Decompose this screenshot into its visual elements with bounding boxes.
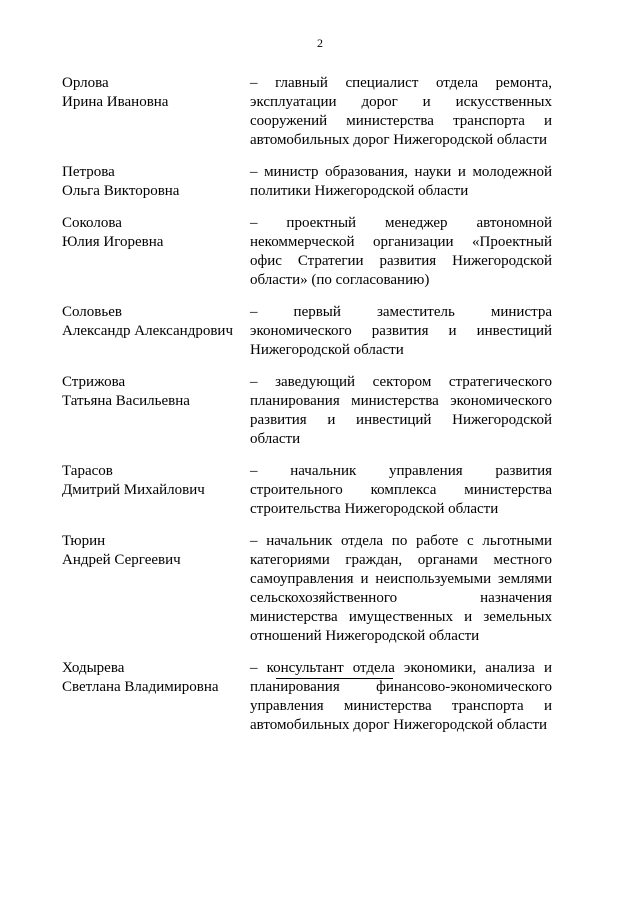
member-name [62, 659, 250, 735]
member-given-names: Александр Александрович [62, 323, 233, 339]
member-role: – проектный менеджер автономной некоммерческой организации «Проектный офис Стратегии развития Нижегородской области» (по согласованию) [250, 215, 552, 288]
member-role: – консультант отдела экономики, анализа и планирования финансово-экономического управления министерства транспорта и автомобильных дорог Нижегородской области [250, 660, 552, 733]
member-surname: Ходырева [62, 660, 125, 676]
member-list [62, 74, 552, 748]
member-given-names: Ирина Ивановна [62, 94, 169, 110]
member-given-names: Дмитрий Михайлович [62, 482, 205, 498]
member-given-names: Татьяна Васильевна [62, 393, 190, 409]
member-name [62, 303, 250, 360]
member-entry-petrova [62, 163, 552, 201]
member-name [62, 214, 250, 290]
member-surname: Соловьев [62, 304, 122, 320]
member-surname: Соколова [62, 215, 122, 231]
member-name [62, 373, 250, 449]
member-surname: Стрижова [62, 374, 126, 390]
member-role: – заведующий сектором стратегического планирования министерства экономического развития и инвестиций Нижегородской области [250, 374, 552, 447]
member-surname: Тюрин [62, 533, 106, 549]
member-name [62, 74, 250, 150]
member-entry-solovyev [62, 303, 552, 360]
member-role: – первый заместитель министра экономического развития и инвестиций Нижегородской области [250, 304, 552, 358]
member-surname: Орлова [62, 75, 109, 91]
member-entry-tarasov [62, 462, 552, 519]
member-name [62, 532, 250, 646]
member-given-names: Ольга Викторовна [62, 183, 180, 199]
page-number: 2 [317, 36, 323, 50]
member-role: – министр образования, науки и молодежной политики Нижегородской области [250, 164, 552, 199]
member-role: – главный специалист отдела ремонта, эксплуатации дорог и искусственных сооружений министерства транспорта и автомобильных дорог Нижегородской области [250, 75, 552, 148]
member-given-names: Светлана Владимировна [62, 679, 219, 695]
member-given-names: Андрей Сергеевич [62, 552, 181, 568]
member-entry-tyurin [62, 532, 552, 646]
member-entry-orlova [62, 74, 552, 150]
member-entry-sokolova [62, 214, 552, 290]
member-surname: Тарасов [62, 463, 113, 479]
member-role: – начальник управления развития строительного комплекса министерства строительства Нижегородской области [250, 463, 552, 517]
member-role: – начальник отдела по работе с льготными категориями граждан, органами местного самоуправления и неиспользуемыми землями сельскохозяйственного назначения министерства имущественных и земельных отношений Нижегородской области [250, 533, 552, 644]
member-name [62, 462, 250, 519]
member-entry-khodyreva [62, 659, 552, 735]
member-name [62, 163, 250, 201]
member-surname: Петрова [62, 164, 115, 180]
closing-separator-line [276, 678, 393, 679]
member-given-names: Юлия Игоревна [62, 234, 164, 250]
member-entry-strizhova [62, 373, 552, 449]
